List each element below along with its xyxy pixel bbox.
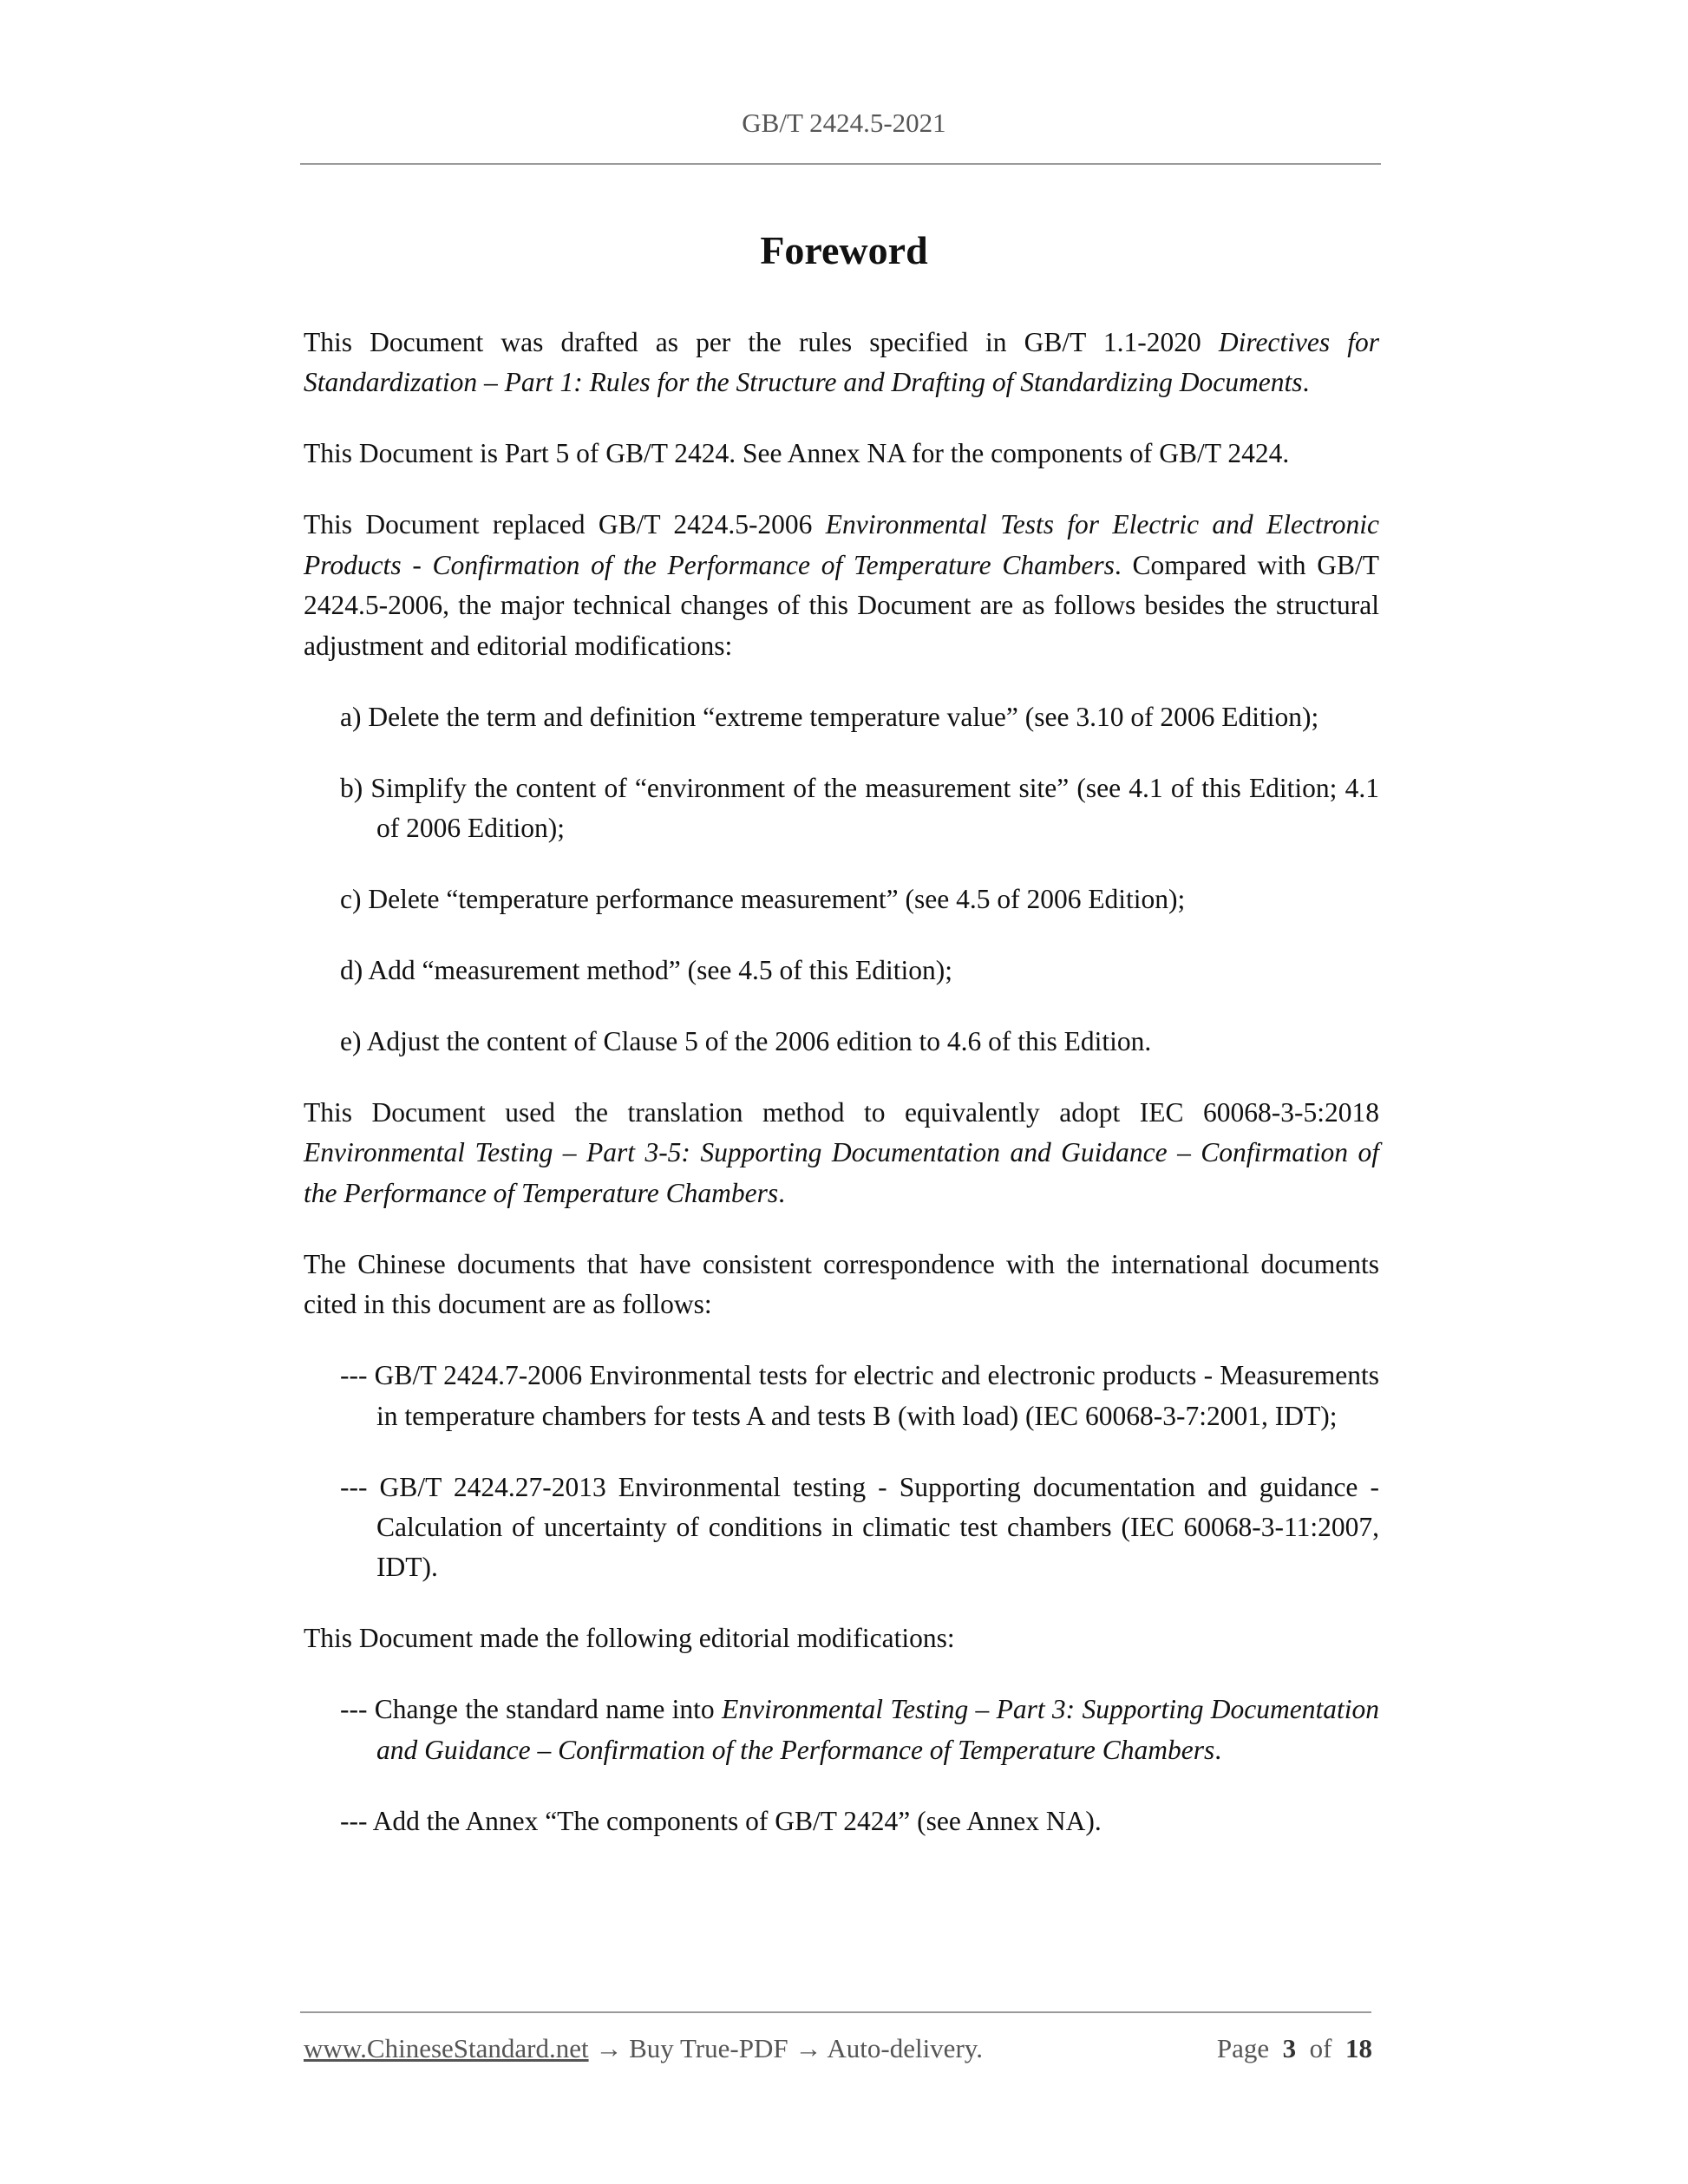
paragraph-part: This Document is Part 5 of GB/T 2424. See Annex NA for the components of GB/T 2424.	[304, 438, 1290, 469]
text: .	[1302, 367, 1310, 398]
list-item: b) Simplify the content of “environment of the measurement site” (see 4.1 of this Edition; 4.1 of 2006 Edition);	[340, 772, 1379, 844]
text: .	[1214, 1734, 1222, 1765]
page-title: Foreword	[760, 228, 928, 272]
list-item: --- GB/T 2424.27-2013 Environmental testing - Supporting documentation and guidance - Calculation of uncertainty of conditions in climatic test chambers (IEC 60068-3-11:2007, IDT).	[340, 1471, 1379, 1583]
text: .	[778, 1177, 785, 1208]
promo-text: → Buy True-PDF → Auto-delivery.	[588, 2033, 983, 2063]
header-divider	[300, 163, 1381, 165]
page-footer	[304, 2033, 1372, 2064]
list-item	[304, 1690, 1379, 1770]
text: This Document was drafted as per the rules specified in GB/T 1.1-2020	[304, 327, 1219, 357]
total-pages: 18	[1345, 2033, 1372, 2063]
footer-divider	[300, 2011, 1371, 2013]
of-label: of	[1309, 2033, 1332, 2063]
list-item: c) Delete “temperature performance measurement” (see 4.5 of 2006 Edition);	[340, 884, 1186, 915]
paragraph-adoption	[304, 1093, 1379, 1213]
footer-promo	[304, 2033, 983, 2064]
text: This Document used the translation method to equivalently adopt IEC 60068-3-5:2018	[304, 1097, 1379, 1128]
paragraph-replaced	[304, 505, 1379, 666]
list-item: --- GB/T 2424.7-2006 Environmental tests for electric and electronic products - Measurements in temperature chambers for tests A and tests B (with load) (IEC 60068-3-7:2001, IDT);	[340, 1360, 1379, 1431]
italic-title: Environmental Testing – Part 3-5: Supporting Documentation and Guidance – Confirmation of the Performance of Temperature Chambers	[304, 1137, 1379, 1208]
document-body	[304, 323, 1379, 1873]
list-item: e) Adjust the content of Clause 5 of the 2006 edition to 4.6 of this Edition.	[340, 1026, 1152, 1057]
page-label: Page	[1216, 2033, 1270, 2063]
list-item: d) Add “measurement method” (see 4.5 of this Edition);	[340, 955, 952, 986]
text: . Compared with GB/T 2424.5-2006, the major technical changes of this Document are as follows besides the structural adjustment and editorial modifications:	[304, 549, 1380, 661]
italic-title: Environmental Testing – Part 3: Supporting Documentation and Guidance – Confirmation of the Performance of Temperature Chambers	[376, 1694, 1379, 1765]
current-page: 3	[1282, 2033, 1297, 2063]
paragraph-correspondence: The Chinese documents that have consistent correspondence with the international documents cited in this document are as follows:	[304, 1248, 1379, 1320]
text: --- Change the standard name into	[340, 1694, 722, 1725]
italic-title: Directives for Standardization – Part 1: Rules for the Structure and Drafting of Standardizing Documents	[304, 327, 1379, 398]
paragraph-drafting-rules	[304, 323, 1379, 403]
list-item: --- Add the Annex “The components of GB/T 2424” (see Annex NA).	[340, 1805, 1102, 1836]
text: This Document replaced GB/T 2424.5-2006	[304, 509, 826, 540]
paragraph-editorial: This Document made the following editorial modifications:	[304, 1623, 955, 1654]
list-item: a) Delete the term and definition “extreme temperature value” (see 3.10 of 2006 Edition);	[340, 701, 1319, 732]
page-number	[1217, 2033, 1372, 2064]
document-id-header: GB/T 2424.5-2021	[742, 108, 946, 138]
website-link[interactable]: www.ChineseStandard.net	[304, 2033, 589, 2063]
italic-title: Environmental Tests for Electric and Electronic Products - Confirmation of the Performance of Temperature Chambers	[304, 509, 1379, 580]
